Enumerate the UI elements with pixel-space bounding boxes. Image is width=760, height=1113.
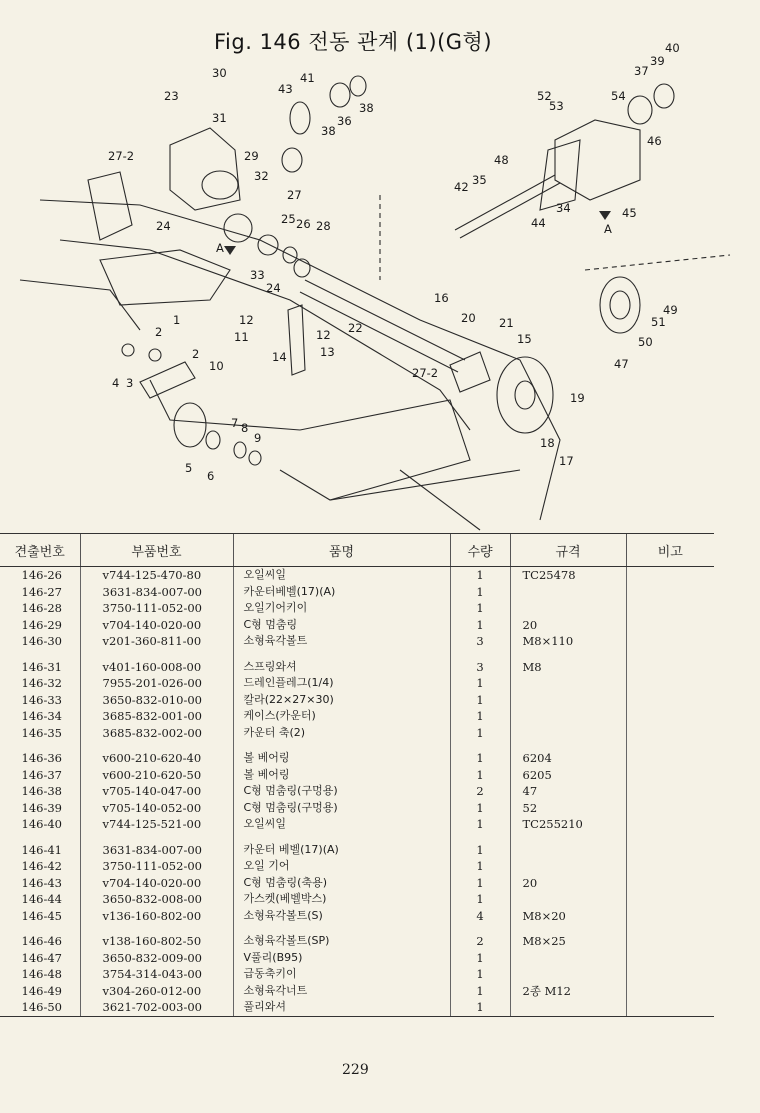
table-cell-spec	[510, 725, 626, 742]
table-cell-index: 146-38	[21, 784, 62, 798]
table-cell-remarks	[626, 567, 714, 584]
col-header-quantity: 수량	[450, 534, 510, 567]
table-cell-quantity: 1	[450, 741, 510, 767]
table-cell-quantity: 1	[450, 833, 510, 859]
table-row	[0, 858, 714, 875]
table-cell-part-name: 소형육각너트	[233, 983, 450, 1000]
part-callout-label: 49	[663, 303, 678, 317]
table-cell-part-name: 카운터 베벨(17)(A)	[233, 833, 450, 859]
table-cell-quantity: 2	[450, 924, 510, 950]
table-cell-part-number: 3650-832-009-00	[80, 950, 233, 967]
part-callout-label: 38	[321, 124, 336, 138]
table-cell-part-number: v138-160-802-50	[80, 924, 233, 950]
table-cell-part-name: 오일기어키이	[233, 600, 450, 617]
table-cell-spec: 2종 M12	[510, 983, 626, 1000]
table-cell-part-number: 3650-832-010-00	[80, 692, 233, 709]
table-cell-remarks	[626, 767, 714, 784]
part-callout-label: 12	[239, 313, 254, 327]
table-cell-remarks	[626, 800, 714, 817]
part-callout-label: 1	[173, 313, 181, 327]
table-cell-part-name: 급동축키이	[233, 966, 450, 983]
table-cell-index: 146-32	[21, 676, 62, 690]
table-cell-part-number: v705-140-052-00	[80, 800, 233, 817]
part-callout-label: 27-2	[412, 366, 439, 380]
table-cell-part-name: C형 멈춤링	[233, 617, 450, 634]
part-callout-label: 5	[185, 461, 193, 475]
table-cell-index: 146-33	[21, 692, 62, 707]
table-row	[0, 783, 714, 800]
table-row	[0, 966, 714, 983]
table-cell-part-number: 7955-201-026-00	[80, 675, 233, 692]
table-cell-index: 146-44	[21, 892, 62, 906]
part-callout-label: 17	[559, 454, 574, 468]
table-cell-quantity: 1	[450, 816, 510, 833]
table-cell-part-number: v201-360-811-00	[80, 633, 233, 650]
part-callout-label: 40	[665, 41, 680, 55]
table-cell-quantity: 1	[450, 891, 510, 908]
part-callout-label: 14	[272, 350, 287, 364]
table-cell-index: 146-49	[21, 983, 62, 998]
table-cell-quantity: 1	[450, 600, 510, 617]
part-callout-label: 38	[359, 101, 374, 115]
table-cell-part-name: 오일 기어	[233, 858, 450, 875]
table-cell-spec	[510, 600, 626, 617]
table-cell-part-number: 3685-832-002-00	[80, 725, 233, 742]
table-row	[0, 741, 714, 767]
part-callout-label: 36	[337, 114, 352, 128]
table-cell-remarks	[626, 816, 714, 833]
part-callout-label: 52	[537, 89, 552, 103]
table-row	[0, 725, 714, 742]
table-cell-remarks	[626, 617, 714, 634]
part-callout-label: 11	[234, 330, 249, 344]
table-cell-part-number: 3685-832-001-00	[80, 708, 233, 725]
table-cell-spec: M8	[510, 650, 626, 676]
table-cell-remarks	[626, 633, 714, 650]
table-cell-part-name: 볼 베어링	[233, 767, 450, 784]
table-cell-index: 146-34	[21, 709, 62, 723]
table-cell-quantity: 1	[450, 983, 510, 1000]
part-callout-label: 47	[614, 357, 629, 371]
table-row	[0, 816, 714, 833]
table-cell-remarks	[626, 741, 714, 767]
table-cell-quantity: 1	[450, 617, 510, 634]
table-cell-part-number: v744-125-470-80	[80, 567, 233, 584]
table-cell-index: 146-31	[21, 659, 62, 674]
table-cell-part-name: C형 멈춤링(축용)	[233, 875, 450, 892]
table-row	[0, 708, 714, 725]
table-cell-quantity: 1	[450, 708, 510, 725]
table-row	[0, 567, 714, 584]
part-callout-label: 51	[651, 315, 666, 329]
table-cell-part-name: 드레인플레그(1/4)	[233, 675, 450, 692]
col-header-part-name: 품명	[233, 534, 450, 567]
table-cell-spec: M8×20	[510, 908, 626, 925]
table-cell-part-number: v744-125-521-00	[80, 816, 233, 833]
table-cell-index: 146-26	[21, 568, 62, 582]
parts-table	[0, 533, 714, 1017]
table-cell-quantity: 1	[450, 584, 510, 601]
part-callout-label: 4	[112, 376, 120, 390]
table-cell-spec: M8×25	[510, 924, 626, 950]
table-cell-part-name: 가스켓(베벨박스)	[233, 891, 450, 908]
table-cell-part-number: v136-160-802-00	[80, 908, 233, 925]
table-cell-index: 146-35	[21, 725, 62, 740]
part-callout-label: 39	[650, 54, 665, 68]
table-cell-remarks	[626, 783, 714, 800]
part-callout-label: 35	[472, 173, 487, 187]
part-callout-label: 9	[254, 431, 262, 445]
table-cell-part-number: 3650-832-008-00	[80, 891, 233, 908]
table-cell-quantity: 1	[450, 800, 510, 817]
table-cell-quantity: 1	[450, 966, 510, 983]
table-cell-index: 146-41	[21, 842, 62, 857]
table-cell-part-number: v600-210-620-40	[80, 741, 233, 767]
table-row	[0, 767, 714, 784]
table-header-row	[0, 534, 714, 567]
table-cell-part-number: v600-210-620-50	[80, 767, 233, 784]
table-cell-index: 146-46	[21, 934, 62, 948]
col-header-spec: 규격	[510, 534, 626, 567]
table-cell-index: 146-50	[0, 999, 80, 1016]
col-header-remarks: 비고	[626, 534, 714, 567]
table-cell-part-name: 소형육각볼트	[233, 633, 450, 650]
table-cell-part-number: 3631-834-007-00	[80, 833, 233, 859]
table-cell-remarks	[626, 650, 714, 676]
part-callout-label: 54	[611, 89, 626, 103]
table-cell-spec	[510, 675, 626, 692]
table-cell-part-number: v704-140-020-00	[80, 617, 233, 634]
table-cell-remarks	[626, 584, 714, 601]
table-cell-spec	[510, 692, 626, 709]
table-cell-spec: 20	[510, 617, 626, 634]
part-callout-label: 27-2	[108, 149, 135, 163]
table-cell-quantity: 3	[450, 650, 510, 676]
part-callout-label: 20	[461, 311, 476, 325]
table-row	[0, 650, 714, 676]
part-callout-label: 26	[296, 217, 311, 231]
part-callout-label: 12	[316, 328, 331, 342]
table-cell-part-name: C형 멈춤링(구멍용)	[233, 800, 450, 817]
table-cell-quantity: 4	[450, 908, 510, 925]
table-row	[0, 908, 714, 925]
table-cell-remarks	[626, 675, 714, 692]
table-cell-index: 146-45	[21, 908, 62, 923]
table-row	[0, 633, 714, 650]
table-cell-index: 146-27	[21, 584, 62, 599]
table-cell-part-number: v704-140-020-00	[80, 875, 233, 892]
table-cell-index: 146-30	[21, 634, 62, 648]
table-cell-remarks	[626, 983, 714, 1000]
table-cell-part-number: v401-160-008-00	[80, 650, 233, 676]
part-callout-label: 19	[570, 391, 585, 405]
table-cell-spec: TC25478	[510, 567, 626, 584]
table-cell-remarks	[626, 924, 714, 950]
part-callout-label: 30	[212, 66, 227, 80]
part-callout-label: 48	[494, 153, 509, 167]
part-callout-label: 24	[156, 219, 171, 233]
table-cell-spec	[510, 584, 626, 601]
part-callout-label: 23	[164, 89, 179, 103]
part-callout-label: 34	[556, 201, 571, 215]
table-cell-spec: 20	[510, 875, 626, 892]
table-cell-part-name: 스프링와셔	[233, 650, 450, 676]
part-callout-label: 32	[254, 169, 269, 183]
part-callout-label: 8	[241, 421, 249, 435]
table-row	[0, 999, 714, 1016]
table-cell-remarks	[626, 891, 714, 908]
table-cell-spec	[510, 950, 626, 967]
table-cell-spec	[510, 966, 626, 983]
table-cell-quantity: 1	[450, 675, 510, 692]
table-cell-part-name: 풀리와셔	[233, 999, 450, 1016]
table-cell-part-number: 3750-111-052-00	[80, 600, 233, 617]
figure-title: Fig. 146 전동 관계 (1)(G형)	[214, 30, 493, 54]
table-row	[0, 950, 714, 967]
table-cell-quantity: 2	[450, 783, 510, 800]
table-row	[0, 617, 714, 634]
table-cell-remarks	[626, 875, 714, 892]
table-cell-spec: TC255210	[510, 816, 626, 833]
table-row	[0, 833, 714, 859]
table-cell-part-number: v304-260-012-00	[80, 983, 233, 1000]
part-callout-label: 22	[348, 321, 363, 335]
table-cell-index: 146-39	[21, 800, 62, 815]
table-cell-part-name: V풀리(B95)	[233, 950, 450, 967]
table-cell-spec	[510, 891, 626, 908]
part-callout-label: 41	[300, 71, 315, 85]
table-cell-spec: M8×110	[510, 633, 626, 650]
table-cell-index: 146-37	[21, 767, 62, 782]
table-row	[0, 891, 714, 908]
table-cell-spec: 6204	[510, 741, 626, 767]
view-arrow-label: A	[604, 222, 612, 236]
table-cell-remarks	[626, 999, 714, 1016]
table-cell-remarks	[626, 908, 714, 925]
table-cell-index: 146-47	[21, 950, 62, 965]
table-cell-spec	[510, 999, 626, 1016]
table-cell-part-name: 소형육각볼트(S)	[233, 908, 450, 925]
part-callout-label: 18	[540, 436, 555, 450]
table-cell-quantity: 3	[450, 633, 510, 650]
table-cell-spec: 47	[510, 783, 626, 800]
table-cell-quantity: 1	[450, 567, 510, 584]
table-cell-remarks	[626, 833, 714, 859]
part-callout-label: 25	[281, 212, 296, 226]
part-callout-label: 7	[231, 416, 239, 430]
part-callout-label: 28	[316, 219, 331, 233]
part-callout-label: 46	[647, 134, 662, 148]
table-cell-quantity: 1	[450, 875, 510, 892]
part-callout-label: 24	[266, 281, 281, 295]
table-cell-part-name: 케이스(카운터)	[233, 708, 450, 725]
table-cell-index: 146-40	[21, 817, 62, 831]
part-callout-label: 16	[434, 291, 449, 305]
table-cell-index: 146-28	[21, 601, 62, 615]
part-callout-label: 2	[155, 325, 163, 339]
table-cell-part-name: 소형육각볼트(SP)	[233, 924, 450, 950]
part-callout-label: 43	[278, 82, 293, 96]
part-callout-label: 27	[287, 188, 302, 202]
table-cell-part-number: v705-140-047-00	[80, 783, 233, 800]
table-cell-index: 146-48	[21, 967, 62, 981]
table-cell-spec	[510, 858, 626, 875]
col-header-part-number: 부품번호	[80, 534, 233, 567]
table-cell-part-name: C형 멈춤링(구멍용)	[233, 783, 450, 800]
table-cell-spec: 6205	[510, 767, 626, 784]
table-row	[0, 600, 714, 617]
table-cell-part-name: 카운터 축(2)	[233, 725, 450, 742]
part-callout-label: 33	[250, 268, 265, 282]
part-callout-label: 50	[638, 335, 653, 349]
table-cell-part-number: 3750-111-052-00	[80, 858, 233, 875]
table-cell-index: 146-42	[21, 859, 62, 873]
part-callout-label: 15	[517, 332, 532, 346]
part-callout-label: 37	[634, 64, 649, 78]
table-cell-part-number: 3631-834-007-00	[80, 584, 233, 601]
table-cell-remarks	[626, 692, 714, 709]
table-cell-part-name: 오일씨일	[233, 816, 450, 833]
table-cell-remarks	[626, 708, 714, 725]
part-callout-label: 29	[244, 149, 259, 163]
part-callout-label: 3	[126, 376, 134, 390]
table-cell-index: 146-43	[21, 875, 62, 890]
part-callout-label: 53	[549, 99, 564, 113]
part-callout-label: 10	[209, 359, 224, 373]
part-callout-label: 31	[212, 111, 227, 125]
part-callout-label: 21	[499, 316, 514, 330]
table-cell-part-number: 3621-702-003-00	[80, 999, 233, 1016]
page-number: 229	[342, 1062, 369, 1078]
table-cell-quantity: 1	[450, 950, 510, 967]
table-row	[0, 800, 714, 817]
table-row	[0, 983, 714, 1000]
part-callout-label: 44	[531, 216, 546, 230]
table-cell-quantity: 1	[450, 858, 510, 875]
table-row	[0, 675, 714, 692]
table-cell-spec: 52	[510, 800, 626, 817]
table-cell-quantity: 1	[450, 767, 510, 784]
part-callout-label: 6	[207, 469, 215, 483]
view-arrow-label: A	[216, 241, 224, 255]
table-cell-spec	[510, 708, 626, 725]
part-callout-label: 13	[320, 345, 335, 359]
part-callout-label: 42	[454, 180, 469, 194]
table-cell-remarks	[626, 966, 714, 983]
table-cell-remarks	[626, 858, 714, 875]
table-cell-part-name: 볼 베어링	[233, 741, 450, 767]
table-cell-index: 146-36	[21, 751, 62, 765]
table-cell-part-number: 3754-314-043-00	[80, 966, 233, 983]
col-header-index: 견출번호	[0, 534, 80, 567]
table-cell-quantity: 1	[450, 692, 510, 709]
part-callout-label: 45	[622, 206, 637, 220]
table-row	[0, 924, 714, 950]
table-cell-index: 146-29	[21, 617, 62, 632]
table-cell-part-name: 카운터베벨(17)(A)	[233, 584, 450, 601]
part-callout-label: 2	[192, 347, 200, 361]
table-cell-spec	[510, 833, 626, 859]
table-cell-remarks	[626, 600, 714, 617]
table-cell-part-name: 오일씨일	[233, 567, 450, 584]
table-row	[0, 584, 714, 601]
table-cell-quantity: 1	[450, 999, 510, 1016]
table-row	[0, 692, 714, 709]
table-cell-remarks	[626, 725, 714, 742]
table-cell-part-name: 칼라(22×27×30)	[233, 692, 450, 709]
table-cell-quantity: 1	[450, 725, 510, 742]
table-cell-remarks	[626, 950, 714, 967]
table-row	[0, 875, 714, 892]
